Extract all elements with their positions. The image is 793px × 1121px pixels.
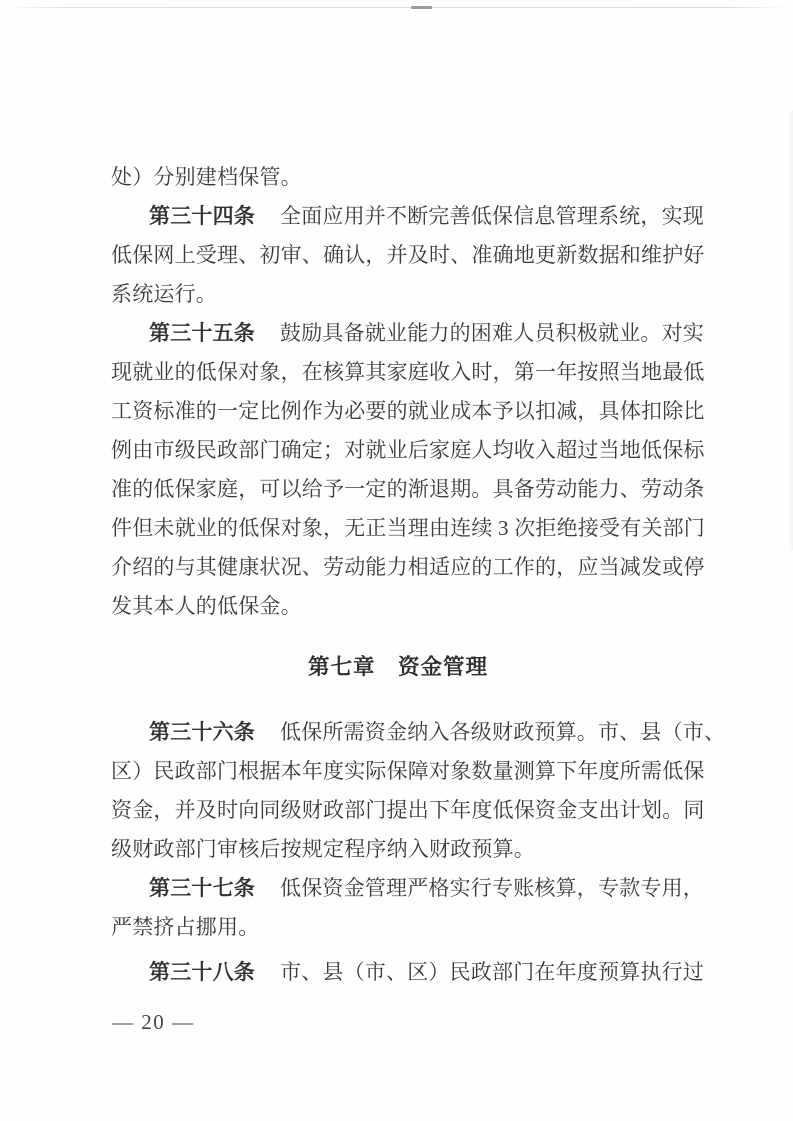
- scan-edge-line: [3, 7, 790, 8]
- article-number: 第三十四条: [149, 204, 255, 228]
- body-line: 系统运行。: [111, 282, 217, 306]
- body-line: 发其本人的低保金。: [111, 594, 302, 618]
- body-line: 工资标准的一定比例作为必要的就业成本予以扣减，具体扣除比: [111, 399, 705, 423]
- body-line: 现就业的低保对象，在核算其家庭收入时，第一年按照当地最低: [111, 360, 705, 384]
- page-number: — 20 —: [112, 1010, 195, 1034]
- article-35-start-line: [111, 314, 704, 353]
- body-line: 区）民政部门根据本年度实际保障对象数量测算下年度所需低保: [111, 759, 705, 783]
- body-line: 介绍的与其健康状况、劳动能力相适应的工作的，应当减发或停: [111, 555, 705, 579]
- article-number: 第三十八条: [149, 960, 255, 984]
- article-text: 市、县（市、区）民政部门在年度预算执行过: [280, 960, 704, 984]
- body-line: 资金，并及时向同级财政部门提出下年度低保资金支出计划。同: [111, 798, 705, 822]
- body-line: 级财政部门审核后按规定程序纳入财政预算。: [111, 837, 535, 861]
- article-text: 鼓励具备就业能力的困难人员积极就业。对实: [280, 321, 704, 345]
- body-line: 处）分别建档保管。: [111, 165, 302, 189]
- body-line: 准的低保家庭，可以给予一定的渐退期。具备劳动能力、劳动条: [111, 477, 705, 501]
- article-37-start-line: [111, 869, 704, 908]
- body-line: 例由市级民政部门确定；对就业后家庭人均收入超过当地低保标: [111, 438, 705, 462]
- scan-edge-mark: [411, 6, 432, 9]
- scan-right-shading: [788, 110, 793, 550]
- article-text: 全面应用并不断完善低保信息管理系统，实现: [280, 204, 704, 228]
- article-text: 低保所需资金纳入各级财政预算。市、县（市、: [280, 720, 726, 744]
- article-number: 第三十六条: [149, 720, 255, 744]
- article-38-start-line: [111, 953, 704, 992]
- chapter-heading: 第七章 资金管理: [307, 655, 488, 679]
- body-line: 件但未就业的低保对象，无正当理由连续 3 次拒绝接受有关部门: [111, 516, 705, 540]
- article-number: 第三十五条: [149, 321, 255, 345]
- page-text-block: [111, 158, 726, 992]
- article-36-start-line: [111, 713, 726, 752]
- article-number: 第三十七条: [149, 876, 255, 900]
- article-text: 低保资金管理严格实行专账核算，专款专用，: [280, 876, 704, 900]
- body-line: 严禁挤占挪用。: [111, 915, 260, 939]
- article-34-start-line: [111, 197, 704, 236]
- page-footer: [112, 1010, 195, 1035]
- body-line: 低保网上受理、初审、确认，并及时、准确地更新数据和维护好: [111, 243, 705, 267]
